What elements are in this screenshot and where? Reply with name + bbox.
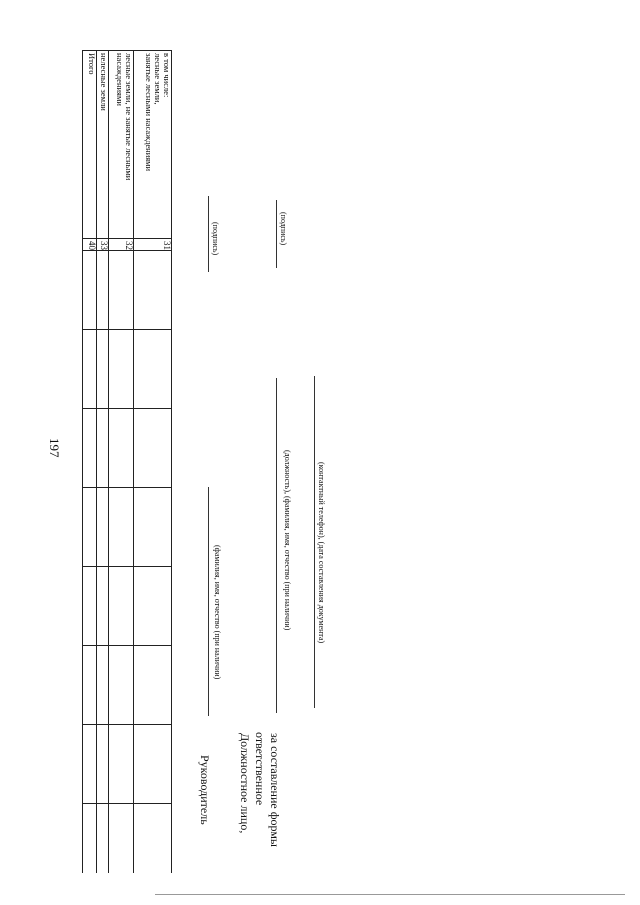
row-code: 31 [133,239,171,251]
table-cell [108,409,133,488]
resp-sign-caption: (подпись) [279,212,288,246]
table-cell [96,330,108,409]
table-cell [133,725,171,804]
table-cell [83,725,97,804]
head-label: Руководитель [198,755,212,825]
table-cell [96,488,108,567]
table-cell [83,646,97,725]
row-label: в том числе: лесные земли, занятые лесными насаждениями [133,51,171,239]
table-cell [133,488,171,567]
table-cell [96,804,108,874]
table-cell [133,251,171,330]
table-cell [83,409,97,488]
row-label: нелесные земли [96,51,108,239]
table-cell [133,646,171,725]
table-cell [83,330,97,409]
data-table [82,50,172,873]
table-cell [96,725,108,804]
contact-caption: (контактный телефон), (дата составления документа) [317,462,326,644]
resp-caption: (должность), (фамилия, имя, отчество (при наличии) [283,450,292,631]
table-cell [133,409,171,488]
table-row [96,51,108,874]
table-cell [96,251,108,330]
table-cell [108,725,133,804]
resp-label-line-2: ответственное [253,732,267,806]
table-cell [133,330,171,409]
table-cell [108,488,133,567]
resp-sign-line [276,200,277,268]
row-code: 33 [96,239,108,251]
table-cell [108,646,133,725]
row-code: 32 [108,239,133,251]
table-cell [96,646,108,725]
head-sign-caption: (подпись) [211,222,220,256]
table-container [82,50,172,873]
table-cell [83,804,97,874]
table-cell [83,567,97,646]
table-row [83,51,97,874]
table-cell [133,804,171,874]
row-label: лесные земли, не занятые лесными насаждениями [108,51,133,239]
head-sign-line [208,196,209,272]
table-cell [108,251,133,330]
table-cell [133,567,171,646]
page-number: 197 [47,438,62,458]
table-cell [108,804,133,874]
row-label: Итого [83,51,97,239]
table-row [108,51,133,874]
contact-line [314,376,315,708]
resp-label-line-3: за составление формы [268,733,282,847]
table-cell [83,488,97,567]
table-cell [83,251,97,330]
table-cell [96,567,108,646]
head-name-line [208,487,209,716]
table-cell [108,567,133,646]
row-code: 40 [83,239,97,251]
table-row [133,51,171,874]
table-cell [108,330,133,409]
page-edge-line [155,894,625,895]
resp-name-line [276,378,277,713]
resp-label-line-1: Должностное лицо, [238,733,252,834]
head-name-caption: (фамилия, имя, отчество (при наличии) [213,545,222,680]
table-cell [96,409,108,488]
